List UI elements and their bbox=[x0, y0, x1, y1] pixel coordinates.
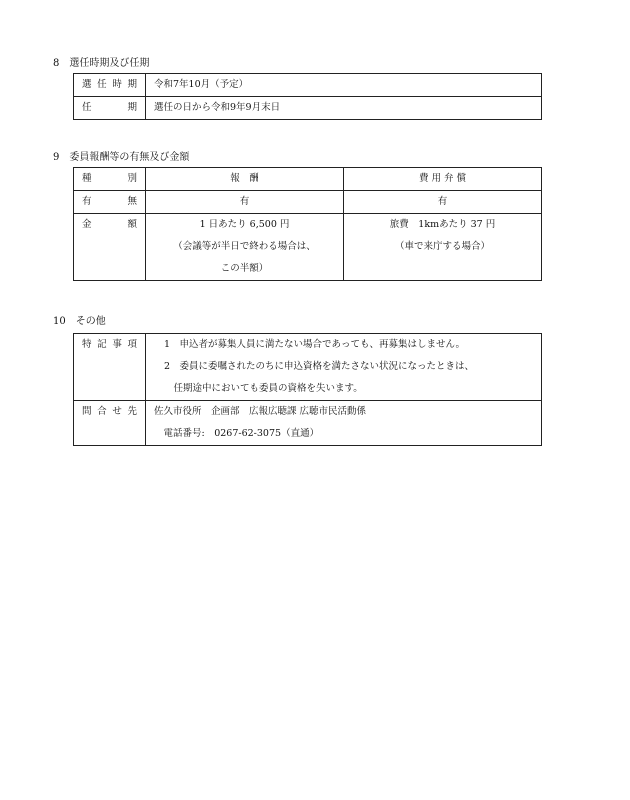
special-notes bbox=[146, 334, 542, 401]
label-char: 時 bbox=[112, 79, 122, 90]
contact-phone: 電話番号: 0267-62-3075（直通） bbox=[154, 428, 320, 439]
label-char: せ bbox=[112, 406, 122, 417]
table-row bbox=[74, 214, 542, 281]
label-char: 特 bbox=[82, 339, 92, 350]
label-char: 無 bbox=[127, 196, 137, 207]
note-line: 1 申込者が募集人員に満たない場合であっても、再募集はしません。 bbox=[164, 339, 466, 350]
expense-header: 費 用 弁 償 bbox=[344, 168, 542, 191]
label-char: 合 bbox=[97, 406, 107, 417]
table-row bbox=[74, 334, 542, 401]
reward-header: 報 酬 bbox=[146, 168, 344, 191]
selection-time-value: 令和7年10月（予定） bbox=[146, 74, 542, 97]
label-char: 金 bbox=[82, 219, 92, 230]
other-info-table bbox=[73, 333, 542, 446]
label-cell bbox=[74, 168, 146, 191]
note-line: 任期途中においても委員の資格を失います。 bbox=[164, 383, 363, 394]
label-char: 期 bbox=[127, 79, 137, 90]
section-10-heading: 10 その他 bbox=[53, 316, 106, 327]
label-char: 項 bbox=[127, 339, 137, 350]
table-row bbox=[74, 168, 542, 191]
table-row bbox=[74, 401, 542, 446]
label-char: 期 bbox=[127, 102, 137, 113]
expense-line: 旅費 1kmあたり 37 円 bbox=[389, 219, 496, 230]
reward-line: この半額） bbox=[220, 263, 269, 274]
reward-line: 1 日あたり 6,500 円 bbox=[199, 219, 290, 230]
expense-amount bbox=[344, 214, 542, 281]
compensation-table bbox=[73, 167, 542, 281]
label-cell bbox=[74, 214, 146, 281]
expense-presence: 有 bbox=[344, 191, 542, 214]
label-cell bbox=[74, 97, 146, 120]
section-8-heading: 8 選任時期及び任期 bbox=[53, 58, 150, 69]
label-cell bbox=[74, 74, 146, 97]
label-char: 事 bbox=[112, 339, 122, 350]
contact-info bbox=[146, 401, 542, 446]
term-table bbox=[73, 73, 542, 120]
label-char: 問 bbox=[82, 406, 92, 417]
label-char: 記 bbox=[97, 339, 107, 350]
note-line: 2 委員に委嘱されたのちに申込資格を満たさない状況になったときは、 bbox=[164, 361, 475, 372]
reward-amount bbox=[146, 214, 344, 281]
table-row bbox=[74, 97, 542, 120]
section-9-heading: 9 委員報酬等の有無及び金額 bbox=[53, 152, 190, 163]
reward-presence: 有 bbox=[146, 191, 344, 214]
label-char: 選 bbox=[82, 79, 92, 90]
table-row bbox=[74, 74, 542, 97]
label-cell bbox=[74, 334, 146, 401]
expense-line: （車で来庁する場合） bbox=[394, 241, 490, 252]
label-char: 別 bbox=[127, 173, 137, 184]
term-value: 選任の日から令和9年9月末日 bbox=[146, 97, 542, 120]
label-cell bbox=[74, 191, 146, 214]
contact-line: 佐久市役所 企画部 広報広聴課 広聴市民活動係 bbox=[154, 406, 367, 417]
label-char: 種 bbox=[82, 173, 92, 184]
reward-line: （会議等が半日で終わる場合は、 bbox=[173, 241, 316, 252]
label-char: 有 bbox=[82, 196, 92, 207]
table-row bbox=[74, 191, 542, 214]
label-char: 任 bbox=[82, 102, 92, 113]
label-cell bbox=[74, 401, 146, 446]
label-char: 任 bbox=[97, 79, 107, 90]
label-char: 額 bbox=[127, 219, 137, 230]
label-char: 先 bbox=[127, 406, 137, 417]
